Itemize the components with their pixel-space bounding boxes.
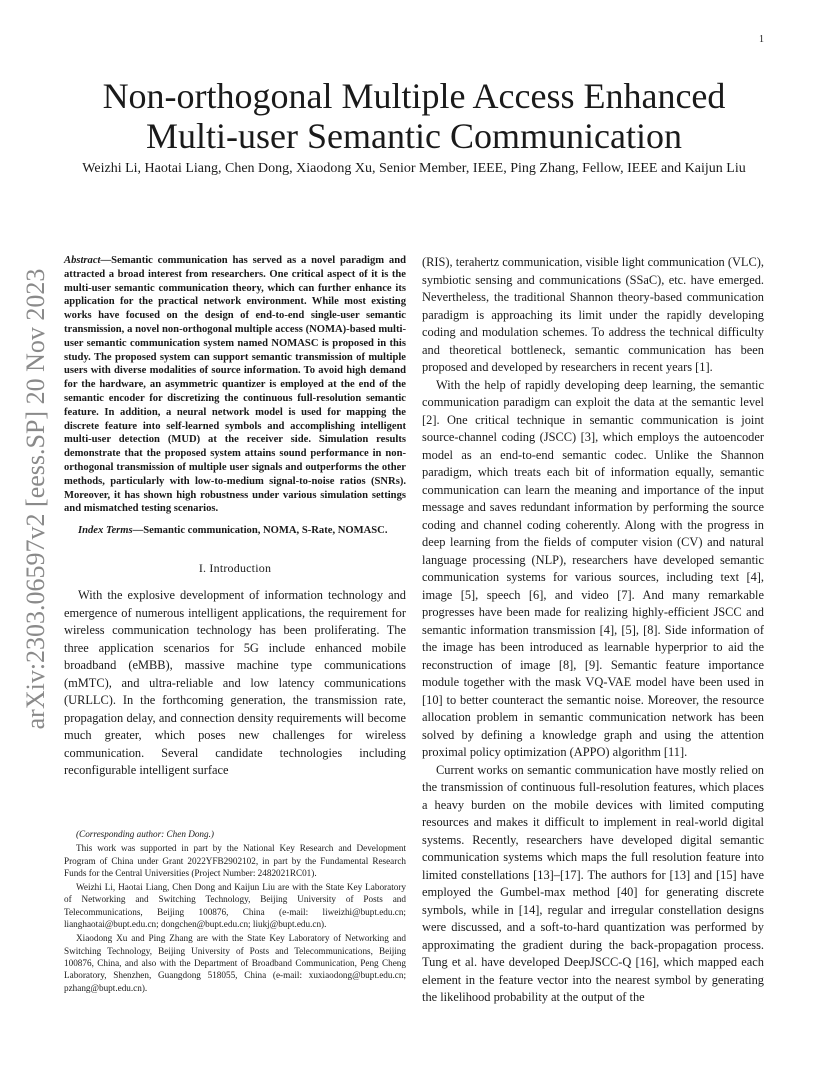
section-heading: I. Introduction: [198, 560, 272, 575]
body-paragraph: With the explosive development of information technology and emergence of numerous intelligent applications, the requirement for wireless communication technology has been proliferating. The three application scenarios for 5G include enhanced mobile broadband (eMBB), massive machine type communications (mMTC), and ultra-reliable and low latency communications (URLLC). In the forthcoming generation, the transmission rate, propagation delay, and connection density requirements will become much greater, which poses new challenges for wireless communication. Several candidate technologies including reconfigurable intelligent surface: [64, 588, 406, 778]
index-terms-label: Index Terms: [78, 525, 133, 537]
arxiv-id: arXiv:2303.06597v2 [eess.SP] 20 Nov 2023: [21, 268, 50, 730]
right-column: [422, 254, 764, 1007]
footnote-funding: This work was supported in part by the National Key Research and Development Program of China under Grant 2022YFB2902102, in part by the Fundamental Research Funds for the Central Universities (Project Number: 2482021RC01).: [64, 843, 406, 878]
left-column: [64, 254, 406, 780]
paper-title: Non-orthogonal Multiple Access Enhanced Multi-user Semantic Communication: [102, 76, 726, 156]
abstract: [64, 254, 406, 516]
footnote-affiliation-2: Xiaodong Xu and Ping Zhang are with the State Key Laboratory of Networking and Switching Technology, Beijing University of Posts and Telecommunications, Beijing 100876, China, and also with the Department of Broadband Communication, Peng Cheng Laboratory, Shenzhen, Guangdong 518055, China (e-mail: xuxiaodong@bupt.edu.cn; pzhang@bupt.edu.cn).: [64, 933, 406, 993]
footnote-corresponding: (Corresponding author: Chen Dong.): [76, 829, 214, 839]
body-paragraph: (RIS), terahertz communication, visible light communication (VLC), symbiotic sensing and communications (SSaC), etc. have emerged. Nevertheless, the traditional Shannon theory-based communication paradigm is approaching its limit under the rapidly developing coding and modulation schemes. To address the technical difficulty and theoretical bottleneck, semantic communication has been proposed and developed by researchers in recent years [1].: [422, 255, 764, 374]
abstract-text: —Semantic communication has served as a novel paradigm and attracted a broad interest from researchers. One critical aspect of it is the multi-user semantic communication theory, which can further enhance its application for the practical network environment. While most existing works have focused on the design of end-to-end single-user semantic transmission, a novel non-orthogonal multiple access (NOMA)-based multi-user semantic communication system named NOMASC is proposed in this study. The proposed system can support semantic transmission of multiple users with diverse modalities of source information. To avoid high demand for the hardware, an asymmetric quantizer is employed at the end of the semantic encoder for discretizing the continuous full-resolution semantic feature. In addition, a neural network model is used for mapping the discrete feature into self-learned symbols and accomplishing intelligent multi-user detection (MUD) at the receiver side. Simulation results demonstrate that the proposed system attains sound performance in non-orthogonal transmission of multiple user signals and outperforms the other methods, particularly with low-to-medium signal-to-noise ratios (SNRs). Moreover, it has shown high robustness under various simulation settings and mismatched testing scenarios.: [64, 255, 406, 515]
author-list: Weizhi Li, Haotai Liang, Chen Dong, Xiaodong Xu, Senior Member, IEEE, Ping Zhang, Fellow, IEEE and Kaijun Liu: [82, 161, 746, 176]
abstract-label: Abstract: [64, 255, 101, 266]
body-paragraph: With the help of rapidly developing deep learning, the semantic communication paradigm can exploit the data at the semantic level [2]. One critical technique in semantic communication is joint source-channel coding (JSCC) [3], which employs the autoencoder model as an end-to-end semantic codec. Unlike the Shannon paradigm, which treats each bit of information equally, semantic communication can learn the meaning and importance of the input message and saves redundant information by performing the source coding and channel coding coherently. Along with the progress in deep learning from the fields of computer vision (CV) and natural language processing (NLP), researchers have developed semantic communication systems for various sources, including text [4], image [5], speech [6], and video [7]. And many remarkable progresses have been made for realizing highly-efficient JSCC and semantic information transmission [4], [5], [8]. Side information of the image has been introduced as learnable hyperprior to aid the reconstruction of image [8], [9]. Semantic feature importance module together with the mask VQ-VAE model have been used in [10] to better counteract the semantic noise. Moreover, the resource allocation problem in semantic communication network has been solved by defining a knowledge graph and using the attention proximal policy optimization (APPO) algorithm [11].: [422, 377, 764, 759]
index-terms-text: —Semantic communication, NOMA, S-Rate, NOMASC.: [132, 525, 388, 537]
arxiv-watermark: [20, 252, 52, 746]
footnote-affiliation-1: Weizhi Li, Haotai Liang, Chen Dong and Kaijun Liu are with the State Key Laboratory of Networking and Switching Technology, Beijing University of Posts and Telecommunications, Beijing 100876, China (e-mail: liweizhi@bupt.edu.cn; lianghaotai@bupt.edu.cn; dongchen@bupt.edu.cn; liukj@bupt.edu.cn).: [64, 882, 406, 930]
page-number: 1: [759, 34, 764, 45]
footnotes: [64, 828, 406, 996]
body-paragraph: Current works on semantic communication have mostly relied on the transmission of continuous full-resolution features, which places a heavy burden on the mobile devices with limited computing resources and makes it difficult to implement in real-world digital systems. Recently, researchers have developed digital semantic communication systems which maps the full resolution feature into limited constellations [13]–[17]. The authors for [13] and [15] have employed the Gumbel-max method [40] for generating discrete symbols, while in [14], regular and irregular constellation designs were discussed, and a soft-to-hard quantization was performed by approximating the gradient during the back-propagation process. Tung et al. have developed DeepJSCC-Q [16], which mapped each element in the feature vector into the nearest symbol by generating the likelihood probability at the output of the: [422, 762, 764, 1004]
index-terms: [64, 524, 406, 538]
